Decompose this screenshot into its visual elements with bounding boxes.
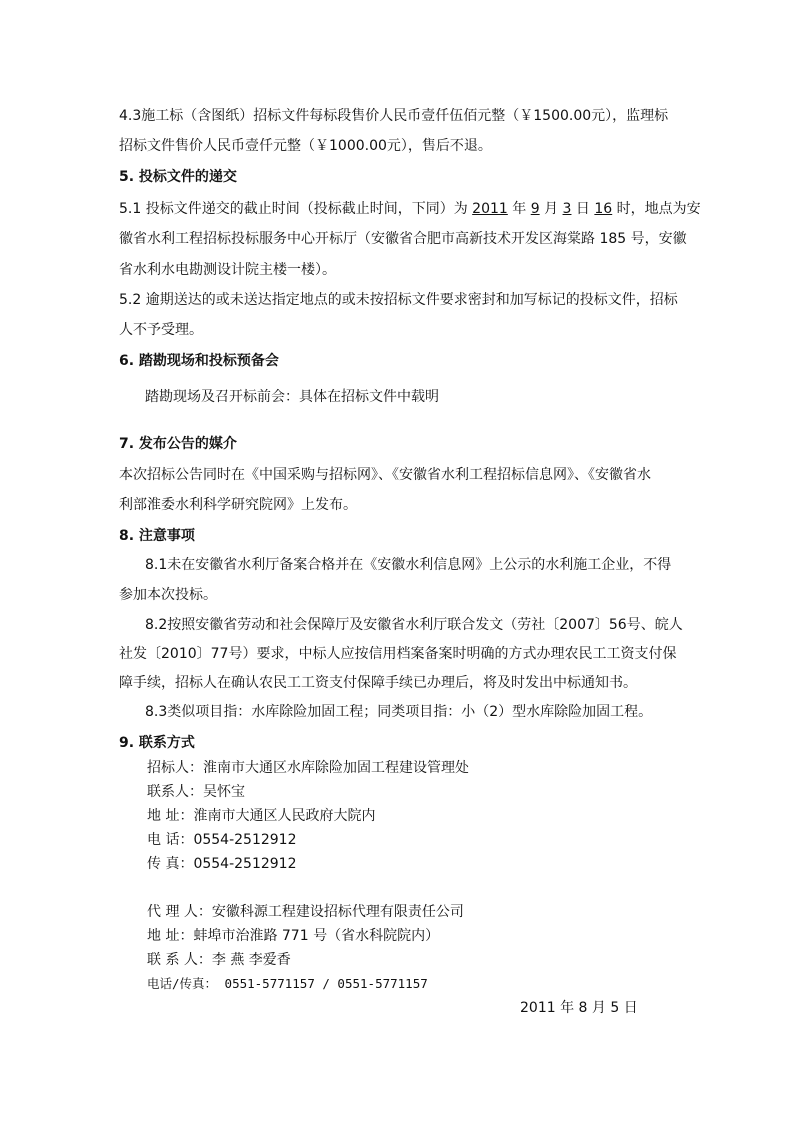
- section-9-heading: 9. 联系方式: [119, 735, 195, 751]
- section-8-2-line-2: 社发〔2010〕77号）要求，中标人应按信用档案备案时明确的方式办理农民工工资支付保: [119, 646, 677, 662]
- agent-address-line: 地 址：蚌埠市治淮路 771 号（省水科院院内）: [147, 928, 440, 944]
- section-4-3-line-2: 招标文件售价人民币壹仟元整（￥1000.00元），售后不退。: [119, 138, 492, 154]
- deadline-hour: 16: [594, 201, 613, 217]
- section-5-1-line-1: [119, 199, 701, 219]
- section-7-heading: 7. 发布公告的媒介: [119, 436, 237, 452]
- deadline-text-c: 月: [539, 201, 563, 217]
- tenderer-line: 招标人：淮南市大通区水库除险加固工程建设管理处: [147, 760, 469, 776]
- section-6-heading: 6. 踏勘现场和投标预备会: [119, 353, 279, 369]
- section-5-1-line-3: 省水利水电勘测设计院主楼一楼）。: [119, 262, 336, 278]
- section-7-line-2: 利部淮委水利科学研究院网》上发布。: [119, 497, 357, 513]
- section-7-line-1: 本次招标公告同时在《中国采购与招标网》、《安徽省水利工程招标信息网》、《安徽省水: [119, 467, 651, 483]
- section-5-2-line-1: 5.2 逾期送达的或未送达指定地点的或未按招标文件要求密封和加写标记的投标文件，招标: [119, 292, 678, 308]
- agent-line: 代 理 人：安徽科源工程建设招标代理有限责任公司: [147, 904, 464, 920]
- section-8-3: 8.3类似项目指：水库除险加固工程；同类项目指：小（2）型水库除险加固工程。: [145, 704, 653, 720]
- section-5-1-line-2: 徽省水利工程招标投标服务中心开标厅（安徽省合肥市高新技术开发区海棠路 185 号，安徽: [119, 231, 687, 247]
- section-6-body: 踏勘现场及召开标前会：具体在招标文件中载明: [145, 389, 439, 405]
- document-date: 2011 年 8 月 5 日: [520, 1000, 638, 1016]
- agent-phone-fax-line: 电话/传真： 0551-5771157 / 0551-5771157: [147, 976, 428, 991]
- section-8-2-line-1: 8.2按照安徽省劳动和社会保障厅及安徽省水利厅联合发文（劳社〔2007〕56号、皖人: [145, 617, 683, 633]
- fax-line: 传 真：0554-2512912: [147, 856, 297, 872]
- section-5-2-line-2: 人不予受理。: [119, 322, 203, 338]
- deadline-day: 3: [562, 201, 572, 217]
- section-5-heading: 5. 投标文件的递交: [119, 169, 237, 185]
- deadline-text-d: 日: [571, 201, 595, 217]
- deadline-text-e: 时，地点为安: [612, 201, 701, 217]
- deadline-text-a: 5.1 投标文件递交的截止时间（投标截止时间，下同）为: [119, 201, 473, 217]
- section-8-1-line-2: 参加本次投标。: [119, 587, 217, 603]
- section-8-1-line-1: 8.1未在安徽省水利厅备案合格并在《安徽水利信息网》上公示的水利施工企业，不得: [145, 557, 672, 573]
- deadline-text-b: 年: [507, 201, 531, 217]
- section-4-3-line-1: 4.3施工标（含图纸）招标文件每标段售价人民币壹仟伍佰元整（￥1500.00元），监理标: [119, 108, 669, 124]
- section-8-heading: 8. 注意事项: [119, 528, 195, 544]
- address-line: 地 址：淮南市大通区人民政府大院内: [147, 808, 376, 824]
- deadline-month: 9: [530, 201, 540, 217]
- section-8-2-line-3: 障手续，招标人在确认农民工工资支付保障手续已办理后，将及时发出中标通知书。: [119, 675, 637, 691]
- deadline-year: 2011: [472, 201, 508, 217]
- contact-person-line: 联系人：吴怀宝: [147, 784, 245, 800]
- agent-contact-line: 联 系 人：李 燕 李爱香: [147, 952, 291, 968]
- phone-line: 电 话：0554-2512912: [147, 832, 297, 848]
